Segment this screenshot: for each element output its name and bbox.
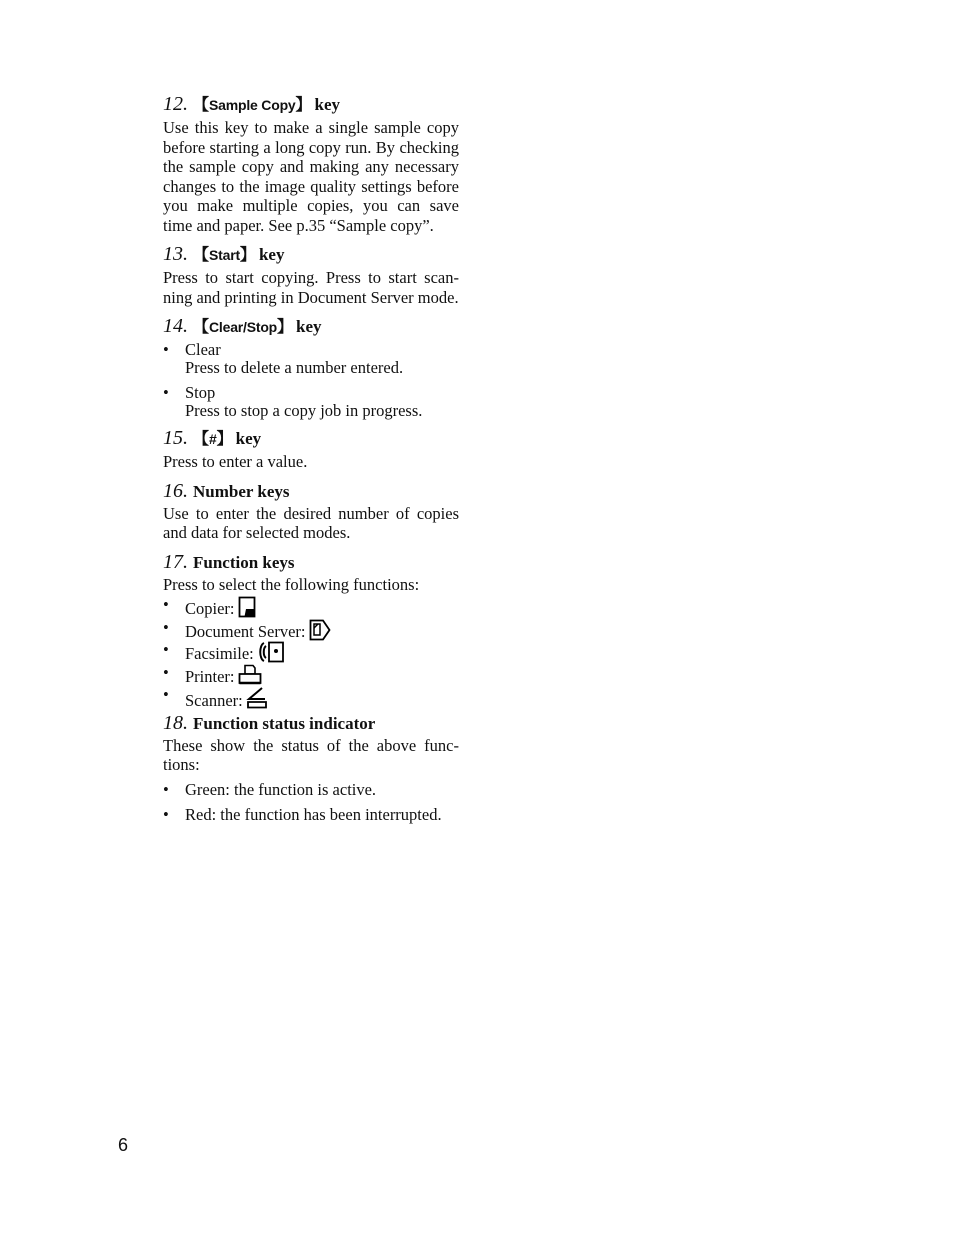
section-heading (163, 427, 459, 451)
section-title: Number keys (193, 481, 290, 501)
function-list (163, 596, 459, 710)
section-number: 18. (163, 711, 188, 734)
section-heading (163, 93, 459, 117)
bracket-open: 【 (193, 431, 210, 448)
bullet-list (163, 341, 459, 420)
function-label: Printer: (185, 666, 235, 686)
section-heading (163, 551, 459, 574)
item-title: • Stop (185, 383, 216, 402)
item-title: • Clear (185, 340, 221, 359)
section-body: These show the status of the above functions: (163, 735, 459, 774)
section-number: 16. (163, 479, 188, 502)
page-number: 6 (118, 1135, 129, 1155)
item-text: Press to delete a number entered. (185, 358, 404, 377)
function-label: Scanner: (185, 691, 243, 710)
list-item-facsimile (163, 641, 459, 663)
key-name: Clear/Stop (209, 319, 278, 335)
bracket-close: 】 (277, 319, 294, 336)
function-label: Facsimile: (185, 644, 254, 663)
section-start-key (163, 243, 459, 307)
function-label: Document Server: (185, 621, 306, 641)
bracket-open: 【 (193, 247, 210, 264)
heading-suffix: key (235, 429, 262, 448)
list-item (163, 341, 459, 377)
section-function-status-indicator (163, 712, 459, 824)
bracket-close: 】 (216, 431, 233, 448)
section-title: Function status indicator (193, 713, 376, 733)
key-name: Sample Copy (209, 97, 296, 113)
section-heading (163, 712, 459, 735)
section-number-keys (163, 480, 459, 543)
section-body: Press to enter a value. (163, 452, 308, 471)
section-function-keys (163, 550, 459, 710)
section-body: Use this key to make a single sample copy before starting a long copy run. By checking the sample copy and making any necessary changes to the image quality settings before you make multiple copies, you can save time and paper. See p.35 “Sample copy”. (163, 118, 459, 235)
bracket-close: 】 (239, 247, 256, 264)
list-item-scanner (163, 686, 459, 710)
section-heading (163, 243, 459, 267)
heading-suffix: key (314, 95, 341, 114)
section-title: Function keys (193, 552, 295, 572)
list-item-printer (163, 664, 459, 686)
scanner-icon (246, 686, 268, 714)
heading-suffix: key (296, 317, 322, 336)
key-name: Start (209, 247, 240, 263)
key-name: # (209, 431, 217, 447)
list-item-document-server (163, 619, 459, 641)
section-clear-stop-key (163, 315, 459, 420)
bracket-close: 】 (295, 97, 312, 114)
section-body: Press to select the following functions: (163, 574, 420, 594)
section-hash-key (163, 427, 459, 472)
list-item: • Red: the function has been interrupted. (163, 806, 459, 824)
item-text: Press to stop a copy job in progress. (185, 401, 423, 420)
manual-content (163, 93, 459, 831)
heading-suffix: key (258, 245, 285, 264)
bullet-list (163, 781, 459, 824)
section-number: 14. (163, 315, 188, 337)
section-body: Press to start copying. Press to start scanning and printing in Document Server mode. (163, 268, 459, 307)
section-number: 15. (163, 427, 188, 449)
section-number: 12. (163, 93, 188, 115)
section-sample-copy-key (163, 93, 459, 235)
list-item: • Green: the function is active. (163, 781, 459, 799)
function-label: Copier: (185, 599, 235, 618)
bracket-open: 【 (193, 97, 210, 114)
section-heading (163, 315, 459, 339)
section-body: Use to enter the desired number of copies and data for selected modes. (163, 503, 459, 542)
list-item-copier (163, 596, 459, 618)
bracket-open: 【 (193, 319, 210, 336)
section-number: 13. (163, 243, 188, 265)
section-heading (163, 480, 459, 503)
list-item (163, 384, 459, 420)
section-number: 17. (163, 550, 188, 573)
